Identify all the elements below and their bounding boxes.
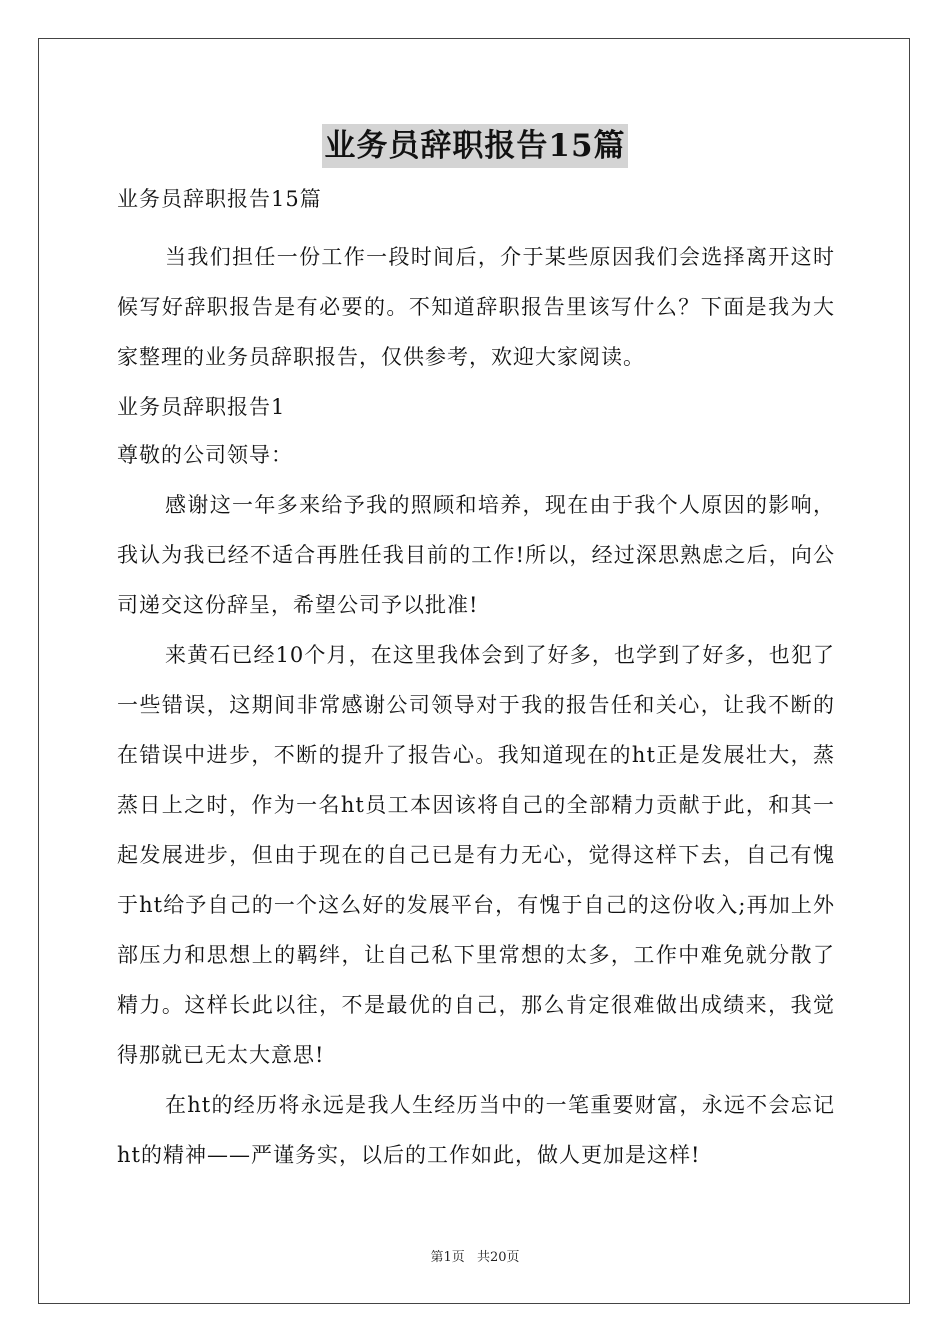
section-heading: 业务员辞职报告1	[117, 395, 286, 419]
body-paragraph-1: 感谢这一年多来给予我的照顾和培养，现在由于我个人原因的影响，我认为我已经不适合再胜任我目前的工作!所以，经过深思熟虑之后，向公司递交这份辞呈，希望公司予以批准!	[117, 493, 835, 617]
page-number: 第1页	[430, 1250, 465, 1265]
page-total: 共20页	[476, 1250, 520, 1265]
title-container	[0, 124, 950, 168]
body-paragraph-2: 来黄石已经10个月，在这里我体会到了好多，也学到了好多，也犯了一些错误，这期间非常感谢公司领导对于我的报告任和关心，让我不断的在错误中进步，不断的提升了报告心。我知道现在的ht正是发展壮大，蒸蒸日上之时，作为一名ht员工本因该将自己的全部精力贡献于此，和其一起发展进步，但由于现在的自己已是有力无心，觉得这样下去，自己有愧于ht给予自己的一个这么好的发展平台，有愧于自己的这份收入;再加上外部压力和思想上的羁绊，让自己私下里常想的太多，工作中难免就分散了精力。这样长此以往，不是最优的自己，那么肯定很难做出成绩来，我觉得那就已无太大意思!	[117, 643, 835, 1067]
body-paragraph-3: 在ht的经历将永远是我人生经历当中的一笔重要财富，永远不会忘记ht的精神——严谨务实，以后的工作如此，做人更加是这样!	[117, 1093, 835, 1167]
document-title: 业务员辞职报告15篇	[322, 124, 627, 168]
document-body	[117, 180, 835, 1180]
salutation: 尊敬的公司领导：	[117, 443, 293, 467]
intro-paragraph: 当我们担任一份工作一段时间后，介于某些原因我们会选择离开这时候写好辞职报告是有必要的。不知道辞职报告里该写什么？下面是我为大家整理的业务员辞职报告，仅供参考，欢迎大家阅读。	[117, 245, 835, 369]
document-subtitle: 业务员辞职报告15篇	[117, 187, 322, 211]
page-footer	[0, 1246, 950, 1265]
